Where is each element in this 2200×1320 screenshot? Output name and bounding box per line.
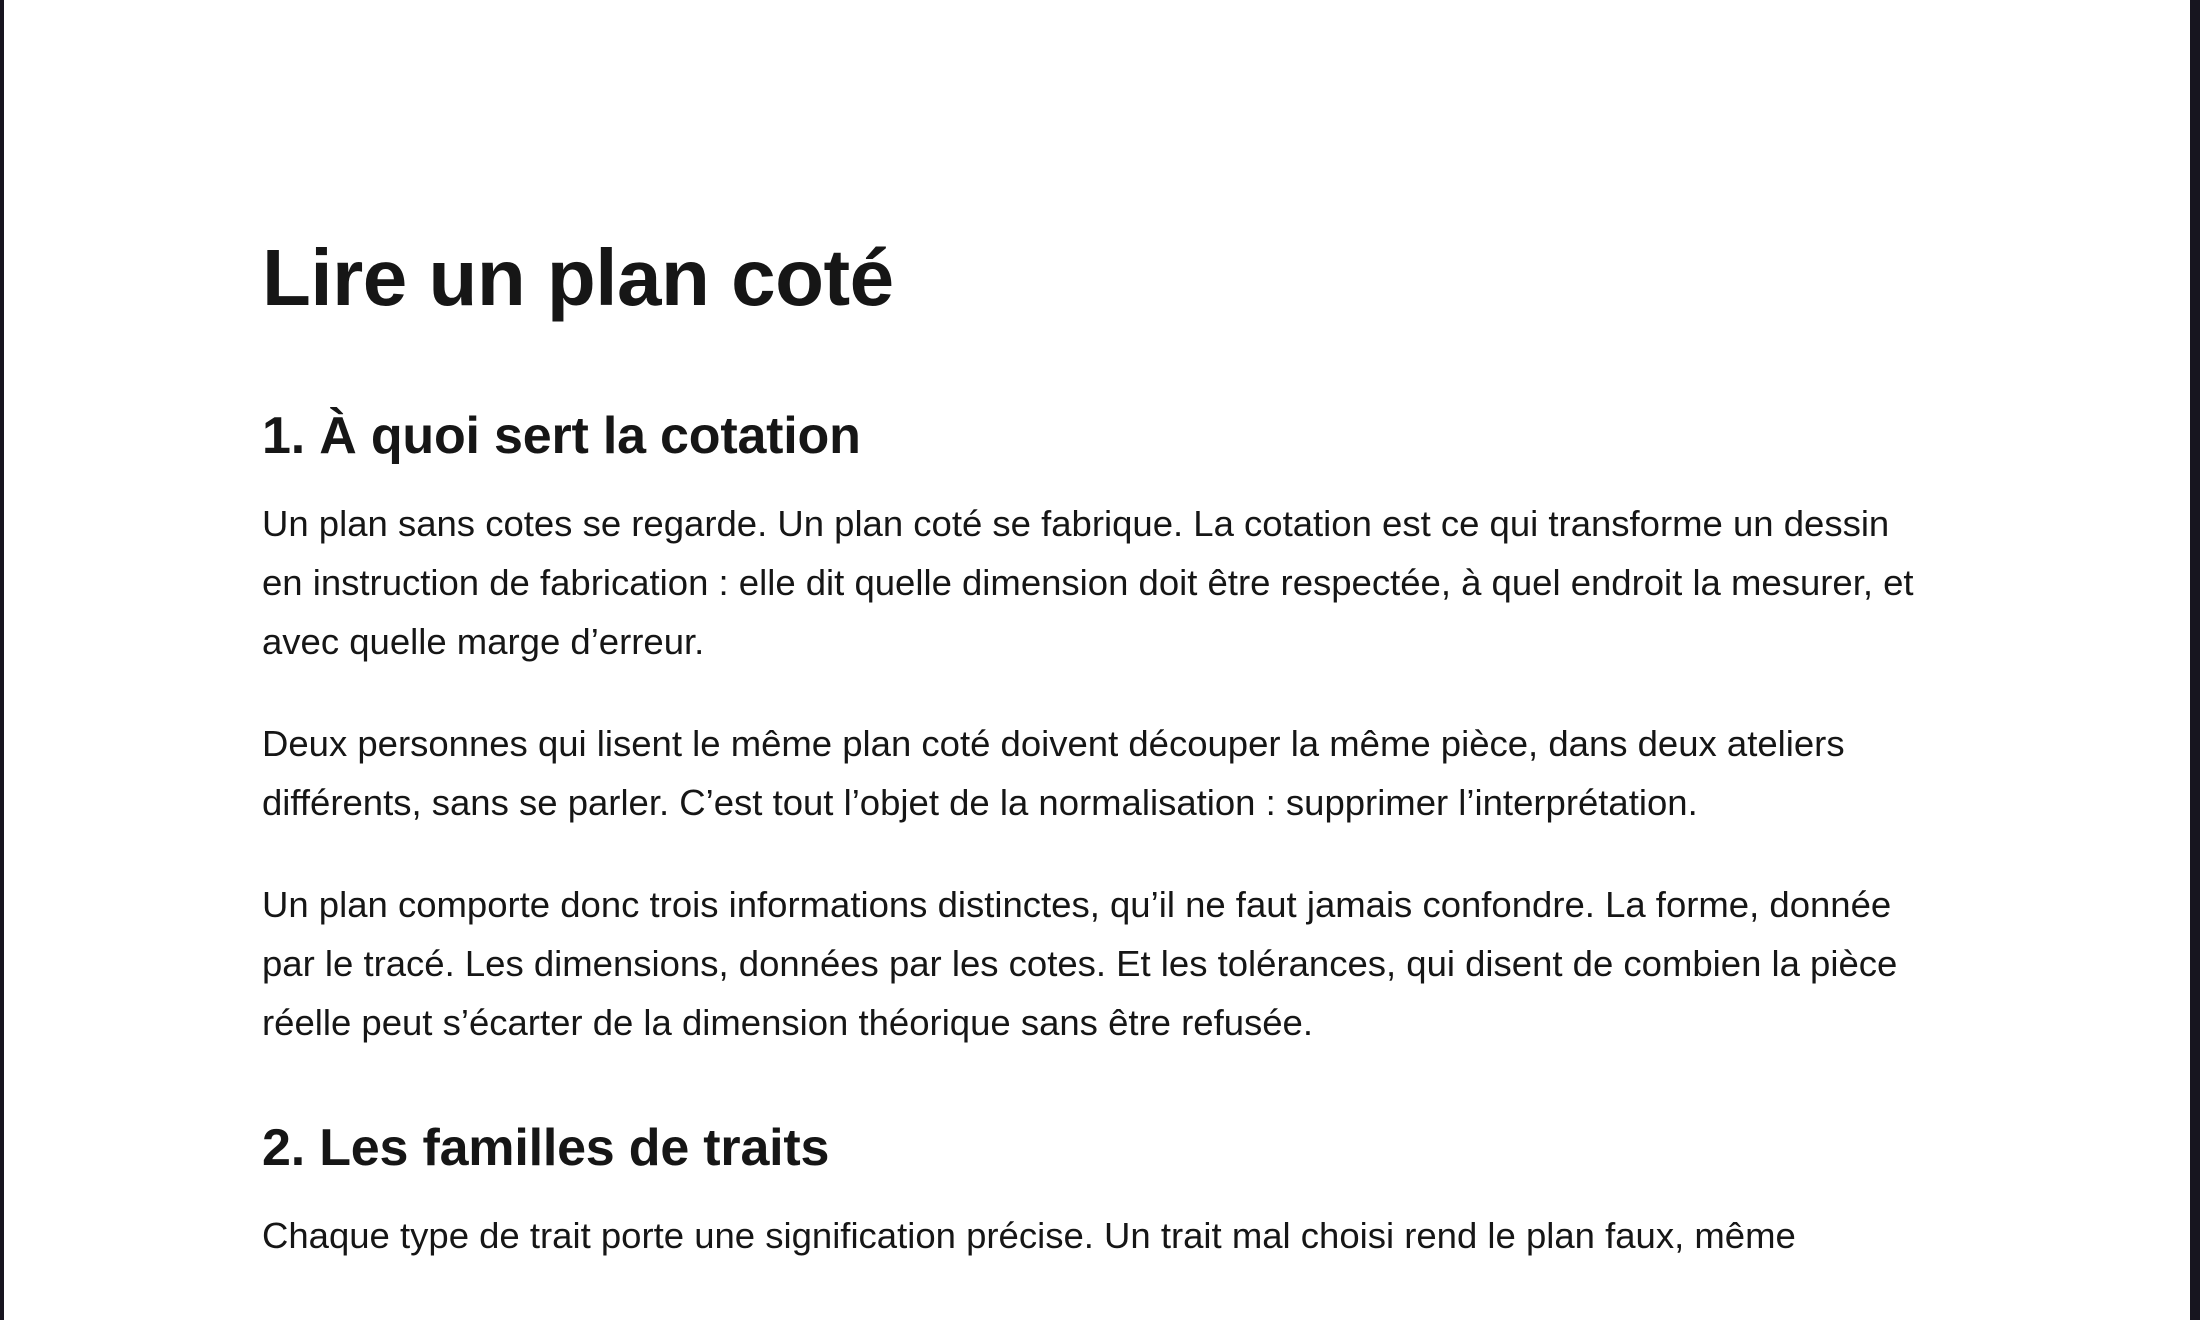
section-heading: 2. Les familles de traits	[262, 1119, 830, 1177]
paragraph: Un plan sans cotes se regarde. Un plan coté se fabrique. La cotation est ce qui transforme un dessin en instruction de fabrication : elle dit quelle dimension doit être respectée, à quel endroit la mesurer, et avec quelle marge d’erreur.	[262, 503, 1914, 662]
document-title: Lire un plan coté	[262, 233, 894, 322]
document-page	[4, 0, 2190, 1320]
section-heading: 1. À quoi sert la cotation	[262, 407, 861, 465]
paragraph: Un plan comporte donc trois informations distinctes, qu’il ne faut jamais confondre. La forme, donnée par le tracé. Les dimensions, données par les cotes. Et les tolérances, qui disent de combien la pièce réelle peut s’écarter de la dimension théorique sans être refusée.	[262, 884, 1898, 1043]
paragraph: Chaque type de trait porte une signification précise. Un trait mal choisi rend le plan faux, même	[262, 1215, 1796, 1256]
document-content	[262, 233, 1932, 1320]
section-traits	[262, 1119, 1932, 1265]
paragraph: Deux personnes qui lisent le même plan coté doivent découper la même pièce, dans deux ateliers différents, sans se parler. C’est tout l’objet de la normalisation : supprimer l’interprétation.	[262, 723, 1845, 823]
section-cotation	[262, 407, 1932, 1052]
